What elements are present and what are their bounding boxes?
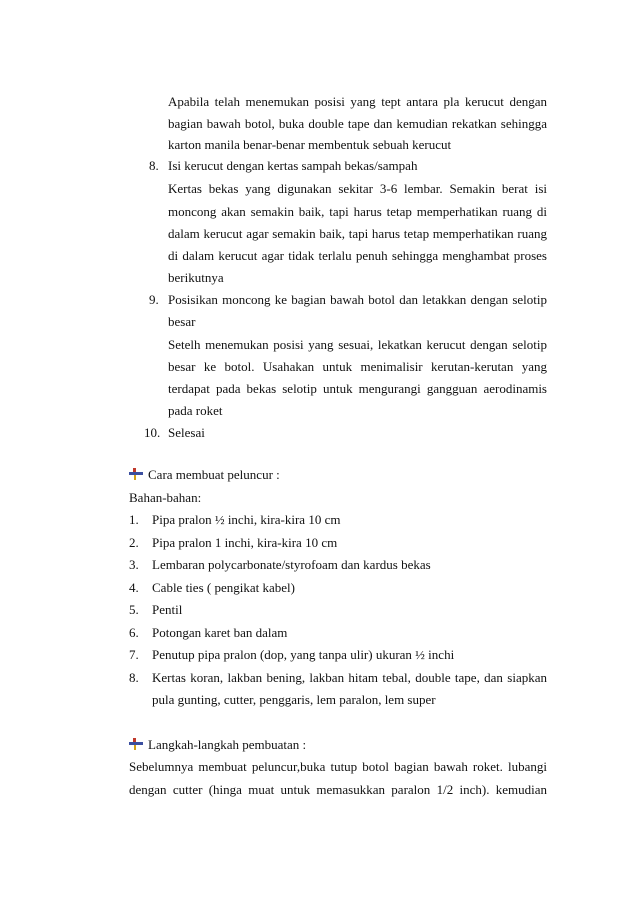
step-title: Selesai [168, 425, 205, 440]
step-title: besar [168, 314, 196, 329]
paragraph-line: karton manila benar-benar membentuk sebuah kerucut [168, 137, 452, 152]
list-item: Pipa pralon ½ inchi, kira-kira 10 cm [152, 512, 341, 527]
paragraph-line: berikutnya [168, 270, 224, 285]
list-number: 8. [129, 670, 139, 685]
list-item: Kertas koran, lakban bening, lakban hitam tebal, double tape, dan siapkan [152, 670, 547, 685]
paragraph-line: dalam kerucut agar semakin baik, tapi harus tetap memperhatikan ruang [168, 226, 547, 241]
paragraph-line: besar ke botol. Usahakan untuk menimalisir kerutan-kerutan yang [168, 359, 547, 374]
section-heading: Langkah-langkah pembuatan : [148, 737, 307, 752]
paragraph-line: di dalam kerucut agar tidak terlalu penuh sehingga menghambat proses [168, 248, 547, 263]
list-number: 7. [129, 647, 139, 662]
list-item: Potongan karet ban dalam [152, 625, 288, 640]
step-title: Posisikan moncong ke bagian bawah botol dan letakkan dengan selotip [168, 292, 547, 307]
pin-bullet-icon [129, 738, 143, 750]
step-number: 10. [144, 425, 161, 440]
list-item: Pentil [152, 602, 183, 617]
paragraph-line: pada roket [168, 403, 223, 418]
list-item: Cable ties ( pengikat kabel) [152, 580, 295, 595]
list-item: Lembaran polycarbonate/styrofoam dan kardus bekas [152, 557, 431, 572]
list-item: Pipa pralon 1 inchi, kira-kira 10 cm [152, 535, 338, 550]
materials-label: Bahan-bahan: [129, 490, 202, 505]
pin-bullet-icon [129, 468, 143, 480]
list-number: 5. [129, 602, 139, 617]
section-heading: Cara membuat peluncur : [148, 467, 280, 482]
paragraph-line: Kertas bekas yang digunakan sekitar 3-6 lembar. Semakin berat isi [168, 181, 547, 196]
paragraph-line: dengan cutter (hinga muat untuk memasukkan paralon 1/2 inch). kemudian [129, 782, 547, 797]
step-number: 9. [149, 292, 159, 307]
paragraph-line: terdapat pada bekas selotip untuk mengurangi gangguan aerodinamis [168, 381, 547, 396]
paragraph-line: bagian bawah botol, buka double tape dan kemudian rekatkan sehingga [168, 116, 547, 131]
list-number: 4. [129, 580, 139, 595]
paragraph-line: Sebelumnya membuat peluncur,buka tutup botol bagian bawah roket. lubangi [129, 759, 547, 774]
paragraph-line: Setelh menemukan posisi yang sesuai, lekatkan kerucut dengan selotip [168, 337, 547, 352]
step-number: 8. [149, 158, 159, 173]
list-item: Penutup pipa pralon (dop, yang tanpa ulir) ukuran ½ inchi [152, 647, 455, 662]
list-number: 6. [129, 625, 139, 640]
list-item: pula gunting, cutter, penggaris, lem paralon, lem super [152, 692, 436, 707]
list-number: 2. [129, 535, 139, 550]
list-number: 3. [129, 557, 139, 572]
paragraph-line: Apabila telah menemukan posisi yang tept antara pla kerucut dengan [168, 94, 547, 109]
list-number: 1. [129, 512, 139, 527]
step-title: Isi kerucut dengan kertas sampah bekas/sampah [168, 158, 418, 173]
paragraph-line: moncong akan semakin baik, tapi harus tetap memperhatikan ruang di [168, 204, 547, 219]
